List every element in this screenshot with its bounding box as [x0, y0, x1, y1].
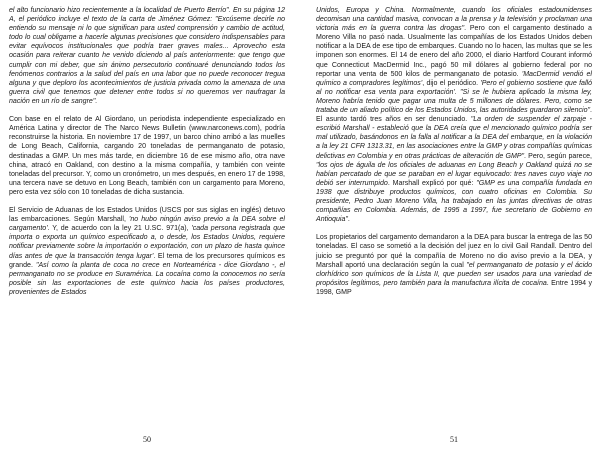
text-run: "el permanganato de potasio y el ácido clorhídrico son químicos de la Lista II, que pueden ser usados para una variedad de propósitos legítimos, pero también para la manufactura ilícita de cocaína	[316, 261, 592, 287]
text-run: . Pero con el cargamento destinado a Moreno Villa no pasó nada. Usualmente las compañías de los Estados Unidos deben notificar a la DEA de ese tipo de embarques. Cuando no lo hacen, las multas que se les imponen son enormes. El 14 de enero del año 2000, el diario Hartford Courant informó que Connecticut MacDermid Inc., pagó 50 mil dólares al gobierno federal por no reportar una venta de 500 kilos de permanganato de potasio.	[316, 25, 592, 78]
text-run: , dijo el periódico.	[422, 79, 481, 87]
text-run: el alto funcionario hizo recientemente a la localidad de Puerto Berrío". En su página 12 A, el periódico incluye el texto de la carta de Jiménez Gómez: "Excúseme decirle no entiendo su mensaje ni lo que significan para usted comprensión y cambio de actitud, todo lo cual obligame a hacerle algunas precisiones que considero indispensables para evitar equívocos institucionales que podría traer graves males... Aprovecho esta ocasión para reiterar cuanto he venido diciendo al país anteriormente: que tengo que cumplir con mi deber, que sin ánimo persecutorio continuaré denunciando todos los fenómenos contrarios a la salud del país en una labor que no puede reconocer tregua alguna y que deploro los acontecimientos de justicia privada como la amenaza de una guerra civil que tenemos que detener entre todos si no queremos ver naufragar la nación en un río de sangre".	[9, 7, 285, 105]
text-run: . Marshall explicó por qué:	[387, 179, 477, 187]
text-run: . Entre 1994 y 1998, GMP	[316, 279, 592, 296]
text-run: . El asunto tardó tres años en ser denunciado.	[316, 107, 592, 124]
text-run: "La orden de suspender el zarpaje - escribió Marshall - estableció que la DEA creía que el mencionado químico podría ser mal utilizado, basándonos en la falla al notificar a la DEA del embarque, en la violación a la ley 21 CFR 1313.31, en las asociaciones entre la GMP y otras compañías químicas delictivas en Colombia y en otras prácticas de alteración de GMP"	[316, 116, 592, 160]
text-run: . Y, de acuerdo con la ley 21 U.SC. 971(a),	[47, 225, 192, 233]
text-run: .	[347, 216, 350, 224]
paragraph	[9, 206, 285, 297]
text-run: El Servicio de Aduanas de los Estados Unidos (USCS por sus siglas en inglés) detuvo las embarcaciones. Según Marshall,	[9, 207, 285, 224]
text-run: Unidos, Europa y China. Normalmente, cuando los oficiales estadounidenses decomisan una cantidad masiva, convocan a la prensa y la televisión y proclaman una victoria más en la guerra contra las drogas"	[316, 7, 592, 33]
text-run: "los ojos de águila de los oficiales de aduanas en Long Beach y Oakland quizá no se habían percatado de que se paraban en el lugar equivocado: tres naves cuyo viaje no debió ser interrumpido	[316, 161, 592, 187]
right-page-body	[316, 6, 592, 297]
text-run: "GMP es una compañía fundada en 1938 que distribuye productos químicos, con cuatro oficinas en Colombia. Su presidente, Pedro Juan Moreno Villa, ha trabajado en las juntas directivas de otras compañías en Colombia. Además, de 1995 a 1997, fue secretario de Gobierno en Antioquia"	[316, 179, 593, 224]
paragraph	[316, 6, 592, 224]
text-run: 'no hubo ningún aviso previo a la DEA sobre el cargamento'	[9, 216, 285, 233]
text-run: . El tema de los precursores químicos es grande.	[9, 252, 285, 269]
page-number-right: 51	[450, 435, 458, 444]
left-page	[9, 6, 285, 444]
page-number-left: 50	[143, 435, 151, 444]
paragraph	[316, 233, 592, 297]
text-run: Con base en el relato de Al Giordano, un periodista independiente especializado en América Latina y director de The Narco News Bulletin (www.narconews.com), podría reconstruirse la historia. En noviembre 17 de 1997, un barco chino arribó a las muelles de Long Beach, California, cargando 20 toneladas de permanganato de potasio, destinadas a GMP. Un mes más tarde, en diciembre 16 de ese mismo año, otra nave china, atracó en Oakland, con destino a la misma compañía, y también con veinte toneladas del precursor. Y, como un cronómetro, un mes después, en enero 17 de 1998, una tercera nave se detuvo en Long Beach, también con un cargamento para Moreno, pero esta vez sólo con 10 toneladas de dicha sustancia.	[9, 116, 285, 196]
left-page-body	[9, 6, 285, 297]
text-run: 'Pero el gobierno sostiene que falló al no notificar esa venta para exportación'. "Si se le hubiera aplicado la misma ley, Moreno habría tenido que pagar una multa de 5 millones de dólares. Pero, como se trataba de un aliado político de los Estados Unidos, las autoridades guardaron silencio"	[316, 79, 592, 115]
text-run: "Así como la planta de coca no crece en Norteamérica - dice Giordano -, el permanganato no se produce en Suramérica. La cocaína como la conocemos no sería posible sin las exportaciones de este químico hacia los países productores, provenientes de Estados	[9, 261, 285, 296]
text-run: 'cada persona registrada que importa o exporta un químico especificado a, o desde, los Estados Unidos, requiere notificar previamente sobre la importación o exportación, con un plazo de hasta quince días antes de que la transacción tenga lugar'	[9, 225, 285, 260]
paragraph	[9, 6, 285, 106]
text-run: Los propietarios del cargamento demandaron a la DEA para buscar la entrega de las 50 toneladas. El caso se sometió a la decisión del juez en lo civil Gail Randall. Dentro del juicio se preguntó por qué la compañía de Moreno no dio aviso previo a la DEA, y Marshall aportó una declaración según la cual	[316, 234, 592, 269]
right-page	[316, 6, 592, 444]
text-run: . Pero, según parece,	[524, 152, 592, 160]
text-run: 'MacDermid vendió el químico a compradores legítimos'	[316, 70, 592, 87]
paragraph	[9, 115, 285, 197]
